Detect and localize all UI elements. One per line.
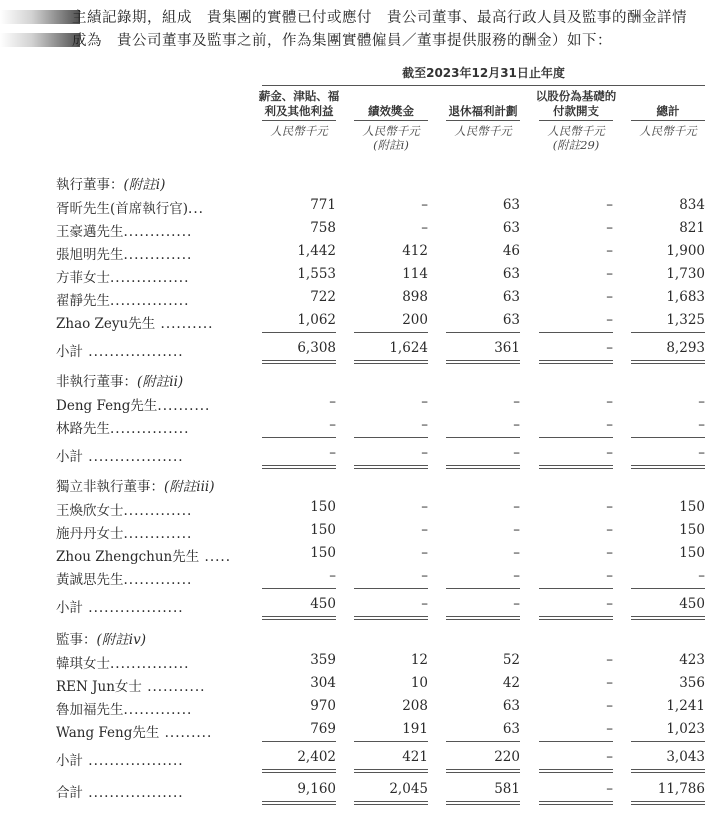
cell-value: 46 bbox=[502, 243, 520, 259]
row-label bbox=[56, 220, 240, 240]
row-name: 張旭明先生 bbox=[56, 247, 124, 263]
cell-value: – bbox=[606, 749, 613, 765]
double-underline bbox=[446, 465, 520, 469]
table-row bbox=[0, 545, 720, 567]
section-note: (附註ii) bbox=[137, 374, 184, 390]
cell-value: – bbox=[421, 394, 428, 410]
row-name: 小計 bbox=[56, 600, 83, 616]
table-row bbox=[0, 243, 720, 265]
row-name: 林路先生 bbox=[56, 421, 110, 437]
double-underline bbox=[631, 360, 705, 364]
column-note: (附註i) bbox=[373, 138, 409, 152]
cell-value: 63 bbox=[502, 266, 520, 282]
cell-value: – bbox=[606, 522, 613, 538]
cell-value: 63 bbox=[502, 312, 520, 328]
double-underline bbox=[354, 616, 428, 620]
row-name: 胥昕先生(首席執行官) bbox=[56, 201, 189, 217]
cell-value: 1,730 bbox=[666, 266, 705, 282]
row-label bbox=[56, 781, 240, 801]
double-underline bbox=[446, 360, 520, 364]
period-header: 截至2023年12月31日止年度 bbox=[402, 66, 565, 80]
column-unit: 人民幣千元 bbox=[639, 124, 697, 138]
table-row bbox=[0, 312, 720, 334]
cell-value: 1,023 bbox=[666, 721, 705, 737]
cell-value: 200 bbox=[402, 312, 428, 328]
leader-dots: ........... bbox=[141, 679, 206, 695]
column-header-rule bbox=[262, 120, 336, 121]
underline bbox=[262, 588, 336, 589]
leader-dots: ............... bbox=[110, 656, 190, 672]
cell-value: – bbox=[606, 698, 613, 714]
row-name: 合計 bbox=[56, 785, 83, 801]
cell-value: – bbox=[606, 417, 613, 433]
column-header-rule bbox=[446, 120, 520, 121]
cell-value: 12 bbox=[410, 652, 428, 668]
cell-value: 356 bbox=[679, 675, 705, 691]
cell-value: 9,160 bbox=[297, 781, 336, 797]
leader-dots: ............. bbox=[123, 572, 193, 588]
cell-value: – bbox=[421, 445, 428, 461]
cell-value: – bbox=[329, 568, 336, 584]
cell-value: – bbox=[329, 445, 336, 461]
cell-value: 821 bbox=[679, 220, 705, 236]
underline bbox=[446, 741, 520, 742]
cell-value: 11,786 bbox=[657, 781, 705, 797]
double-underline bbox=[262, 769, 336, 773]
row-name: Zhao Zeyu先生 bbox=[56, 316, 156, 332]
section-title: 非執行董事： bbox=[56, 374, 137, 390]
cell-value: 359 bbox=[310, 652, 336, 668]
leader-dots: .......... bbox=[155, 316, 214, 332]
section-title: 監事： bbox=[56, 632, 97, 648]
leader-dots: .......... bbox=[157, 398, 211, 414]
column-unit: 人民幣千元 bbox=[454, 124, 512, 138]
table-row bbox=[0, 394, 720, 416]
cell-value: 63 bbox=[502, 721, 520, 737]
leader-dots: .................. bbox=[83, 785, 184, 801]
cell-value: – bbox=[421, 568, 428, 584]
row-label bbox=[56, 340, 240, 360]
underline bbox=[354, 332, 428, 333]
double-underline bbox=[539, 801, 613, 805]
cell-value: 1,241 bbox=[666, 698, 705, 714]
underline bbox=[631, 588, 705, 589]
cell-value: 150 bbox=[679, 545, 705, 561]
cell-value: 150 bbox=[310, 522, 336, 538]
cell-value: 769 bbox=[310, 721, 336, 737]
double-underline bbox=[631, 465, 705, 469]
cell-value: 63 bbox=[502, 698, 520, 714]
underline bbox=[262, 437, 336, 438]
cell-value: 52 bbox=[502, 652, 520, 668]
row-label bbox=[56, 289, 240, 309]
underline bbox=[539, 741, 613, 742]
cell-value: 1,683 bbox=[666, 289, 705, 305]
cell-value: 63 bbox=[502, 220, 520, 236]
leader-dots: .................. bbox=[83, 600, 184, 616]
cell-value: 150 bbox=[310, 499, 336, 515]
table-row bbox=[0, 568, 720, 590]
cell-value: 304 bbox=[310, 675, 336, 691]
row-name: 小計 bbox=[56, 449, 83, 465]
cell-value: 1,442 bbox=[297, 243, 336, 259]
row-name: 王煥欣女士 bbox=[56, 503, 124, 519]
cell-value: – bbox=[421, 499, 428, 515]
cell-value: 150 bbox=[679, 522, 705, 538]
subtotal-row bbox=[0, 749, 720, 771]
section-note: (附註iv) bbox=[96, 632, 146, 648]
column-header-rule bbox=[631, 120, 705, 121]
leader-dots: ... bbox=[188, 201, 204, 217]
row-label bbox=[56, 394, 240, 414]
cell-value: – bbox=[513, 499, 520, 515]
row-name: 方菲女士 bbox=[56, 270, 110, 286]
cell-value: – bbox=[606, 340, 613, 356]
underline bbox=[262, 741, 336, 742]
underline bbox=[539, 588, 613, 589]
row-label bbox=[56, 568, 240, 588]
underline bbox=[446, 332, 520, 333]
table-row bbox=[0, 675, 720, 697]
double-underline bbox=[631, 616, 705, 620]
table-row bbox=[0, 197, 720, 219]
row-label bbox=[56, 698, 240, 718]
faded-edge bbox=[0, 33, 80, 47]
cell-value: 150 bbox=[310, 545, 336, 561]
intro-line-1: 主績記錄期，組成 貴集團的實體已付或應付 貴公司董事、最高行政人員及監事的酬金詳情 bbox=[72, 10, 687, 26]
table-row bbox=[0, 499, 720, 521]
double-underline bbox=[539, 769, 613, 773]
leader-dots: .................. bbox=[83, 449, 184, 465]
cell-value: – bbox=[329, 394, 336, 410]
row-label bbox=[56, 417, 240, 437]
cell-value: 1,624 bbox=[389, 340, 428, 356]
cell-value: – bbox=[421, 545, 428, 561]
cell-value: – bbox=[606, 545, 613, 561]
row-name: Wang Feng先生 bbox=[56, 725, 160, 741]
cell-value: – bbox=[606, 266, 613, 282]
double-underline bbox=[262, 616, 336, 620]
table-row bbox=[0, 721, 720, 743]
cell-value: – bbox=[606, 312, 613, 328]
row-name: Deng Feng先生 bbox=[56, 398, 158, 414]
row-name: 施丹丹女士 bbox=[56, 526, 124, 542]
cell-value: – bbox=[513, 596, 520, 612]
cell-value: 581 bbox=[494, 781, 520, 797]
row-label bbox=[56, 197, 240, 217]
double-underline bbox=[262, 360, 336, 364]
cell-value: 898 bbox=[402, 289, 428, 305]
cell-value: 450 bbox=[310, 596, 336, 612]
section-heading bbox=[56, 370, 183, 390]
grand-total-row bbox=[0, 781, 720, 803]
row-name: 翟靜先生 bbox=[56, 293, 110, 309]
faded-edge bbox=[0, 10, 80, 24]
underline bbox=[446, 588, 520, 589]
leader-dots: ............. bbox=[123, 224, 193, 240]
double-underline bbox=[539, 465, 613, 469]
cell-value: 1,062 bbox=[297, 312, 336, 328]
column-header-line1: 薪金、津貼、福 bbox=[258, 89, 340, 103]
cell-value: – bbox=[606, 499, 613, 515]
intro-line-2: 成為 貴公司董事及監事之前，作為集團實體僱員／董事提供服務的酬金）如下： bbox=[72, 33, 612, 49]
column-header-rule bbox=[354, 120, 428, 121]
double-underline bbox=[446, 769, 520, 773]
underline bbox=[354, 741, 428, 742]
period-rule bbox=[262, 85, 705, 86]
cell-value: 2,045 bbox=[389, 781, 428, 797]
column-header-line2: 利及其他利益 bbox=[264, 104, 334, 118]
double-underline bbox=[631, 801, 705, 805]
column-header-rule bbox=[539, 120, 613, 121]
row-label bbox=[56, 445, 240, 465]
leader-dots: .................. bbox=[83, 753, 184, 769]
cell-value: – bbox=[698, 394, 705, 410]
double-underline bbox=[354, 769, 428, 773]
table-row bbox=[0, 698, 720, 720]
row-label bbox=[56, 499, 240, 519]
cell-value: – bbox=[513, 568, 520, 584]
cell-value: 758 bbox=[310, 220, 336, 236]
underline bbox=[539, 332, 613, 333]
cell-value: – bbox=[606, 652, 613, 668]
column-header-line2: 付款開支 bbox=[553, 104, 599, 118]
section-title: 執行董事： bbox=[56, 177, 124, 193]
cell-value: 10 bbox=[410, 675, 428, 691]
row-name: 黃誠思先生 bbox=[56, 572, 124, 588]
cell-value: 834 bbox=[679, 197, 705, 213]
double-underline bbox=[262, 801, 336, 805]
cell-value: – bbox=[606, 220, 613, 236]
underline bbox=[354, 437, 428, 438]
cell-value: 970 bbox=[310, 698, 336, 714]
column-header-line2: 績效獎金 bbox=[368, 104, 414, 118]
cell-value: – bbox=[698, 417, 705, 433]
underline bbox=[539, 437, 613, 438]
section-note: (附註i) bbox=[123, 177, 166, 193]
leader-dots: ............... bbox=[110, 421, 190, 437]
cell-value: – bbox=[513, 545, 520, 561]
cell-value: 42 bbox=[502, 675, 520, 691]
double-underline bbox=[354, 801, 428, 805]
cell-value: – bbox=[606, 568, 613, 584]
row-label bbox=[56, 266, 240, 286]
cell-value: – bbox=[513, 522, 520, 538]
cell-value: 114 bbox=[402, 266, 428, 282]
cell-value: 6,308 bbox=[297, 340, 336, 356]
row-name: REN Jun女士 bbox=[56, 679, 142, 695]
row-name: 小計 bbox=[56, 344, 83, 360]
cell-value: 63 bbox=[502, 197, 520, 213]
double-underline bbox=[539, 616, 613, 620]
column-note: (附註29) bbox=[552, 138, 600, 152]
cell-value: 2,402 bbox=[297, 749, 336, 765]
underline bbox=[631, 437, 705, 438]
cell-value: 1,553 bbox=[297, 266, 336, 282]
leader-dots: ............. bbox=[123, 526, 193, 542]
leader-dots: ............. bbox=[123, 503, 193, 519]
row-name: 小計 bbox=[56, 753, 83, 769]
cell-value: 208 bbox=[402, 698, 428, 714]
cell-value: – bbox=[698, 445, 705, 461]
row-name: 魯加福先生 bbox=[56, 702, 124, 718]
cell-value: – bbox=[421, 220, 428, 236]
cell-value: – bbox=[606, 197, 613, 213]
subtotal-row bbox=[0, 445, 720, 467]
leader-dots: ......... bbox=[159, 725, 213, 741]
cell-value: – bbox=[606, 289, 613, 305]
cell-value: 421 bbox=[402, 749, 428, 765]
cell-value: – bbox=[421, 596, 428, 612]
underline bbox=[262, 332, 336, 333]
double-underline bbox=[354, 465, 428, 469]
row-name: Zhou Zhengchun先生 bbox=[56, 549, 200, 565]
double-underline bbox=[539, 360, 613, 364]
section-title: 獨立非執行董事： bbox=[56, 479, 164, 495]
cell-value: – bbox=[606, 394, 613, 410]
cell-value: – bbox=[513, 394, 520, 410]
double-underline bbox=[354, 360, 428, 364]
cell-value: 220 bbox=[494, 749, 520, 765]
row-name: 韓琪女士 bbox=[56, 656, 110, 672]
table-row bbox=[0, 289, 720, 311]
row-label bbox=[56, 721, 240, 741]
section-note: (附註iii) bbox=[164, 479, 215, 495]
cell-value: – bbox=[421, 417, 428, 433]
cell-value: 412 bbox=[402, 243, 428, 259]
subtotal-row bbox=[0, 340, 720, 362]
column-unit: 人民幣千元 bbox=[547, 124, 605, 138]
table-row bbox=[0, 652, 720, 674]
leader-dots: ............... bbox=[110, 293, 190, 309]
cell-value: – bbox=[513, 417, 520, 433]
column-header-line2: 退休福利計劃 bbox=[448, 104, 518, 118]
underline bbox=[446, 437, 520, 438]
row-label bbox=[56, 545, 240, 565]
cell-value: 191 bbox=[402, 721, 428, 737]
underline bbox=[354, 588, 428, 589]
column-unit: 人民幣千元 bbox=[270, 124, 328, 138]
cell-value: 361 bbox=[494, 340, 520, 356]
cell-value: – bbox=[606, 781, 613, 797]
cell-value: 722 bbox=[310, 289, 336, 305]
row-name: 王豪邁先生 bbox=[56, 224, 124, 240]
column-header-line2: 總計 bbox=[656, 104, 680, 118]
cell-value: – bbox=[606, 445, 613, 461]
cell-value: – bbox=[606, 243, 613, 259]
cell-value: – bbox=[606, 721, 613, 737]
leader-dots: ............. bbox=[123, 247, 193, 263]
row-label bbox=[56, 312, 240, 332]
cell-value: – bbox=[421, 197, 428, 213]
table-row bbox=[0, 220, 720, 242]
cell-value: 1,325 bbox=[666, 312, 705, 328]
cell-value: – bbox=[329, 417, 336, 433]
cell-value: 1,900 bbox=[666, 243, 705, 259]
cell-value: 771 bbox=[310, 197, 336, 213]
row-label bbox=[56, 243, 240, 263]
cell-value: 450 bbox=[679, 596, 705, 612]
underline bbox=[631, 332, 705, 333]
cell-value: 63 bbox=[502, 289, 520, 305]
cell-value: – bbox=[606, 596, 613, 612]
row-label bbox=[56, 596, 240, 616]
cell-value: 3,043 bbox=[666, 749, 705, 765]
section-heading bbox=[56, 475, 215, 495]
section-heading bbox=[56, 628, 146, 648]
row-label bbox=[56, 652, 240, 672]
double-underline bbox=[631, 769, 705, 773]
table-row bbox=[0, 266, 720, 288]
cell-value: 150 bbox=[679, 499, 705, 515]
table-row bbox=[0, 522, 720, 544]
column-unit: 人民幣千元 bbox=[362, 124, 420, 138]
double-underline bbox=[262, 465, 336, 469]
section-heading bbox=[56, 173, 165, 193]
cell-value: – bbox=[698, 568, 705, 584]
cell-value: – bbox=[421, 522, 428, 538]
leader-dots: ............... bbox=[110, 270, 190, 286]
column-header-line1: 以股份為基礎的 bbox=[535, 89, 617, 103]
row-label bbox=[56, 522, 240, 542]
double-underline bbox=[446, 801, 520, 805]
underline bbox=[631, 741, 705, 742]
table-row bbox=[0, 417, 720, 439]
cell-value: – bbox=[513, 445, 520, 461]
subtotal-row bbox=[0, 596, 720, 618]
double-underline bbox=[446, 616, 520, 620]
row-label bbox=[56, 675, 240, 695]
leader-dots: .................. bbox=[83, 344, 184, 360]
cell-value: – bbox=[606, 675, 613, 691]
leader-dots: ..... bbox=[199, 549, 231, 565]
cell-value: 423 bbox=[679, 652, 705, 668]
cell-value: 8,293 bbox=[666, 340, 705, 356]
leader-dots: ............. bbox=[123, 702, 193, 718]
row-label bbox=[56, 749, 240, 769]
